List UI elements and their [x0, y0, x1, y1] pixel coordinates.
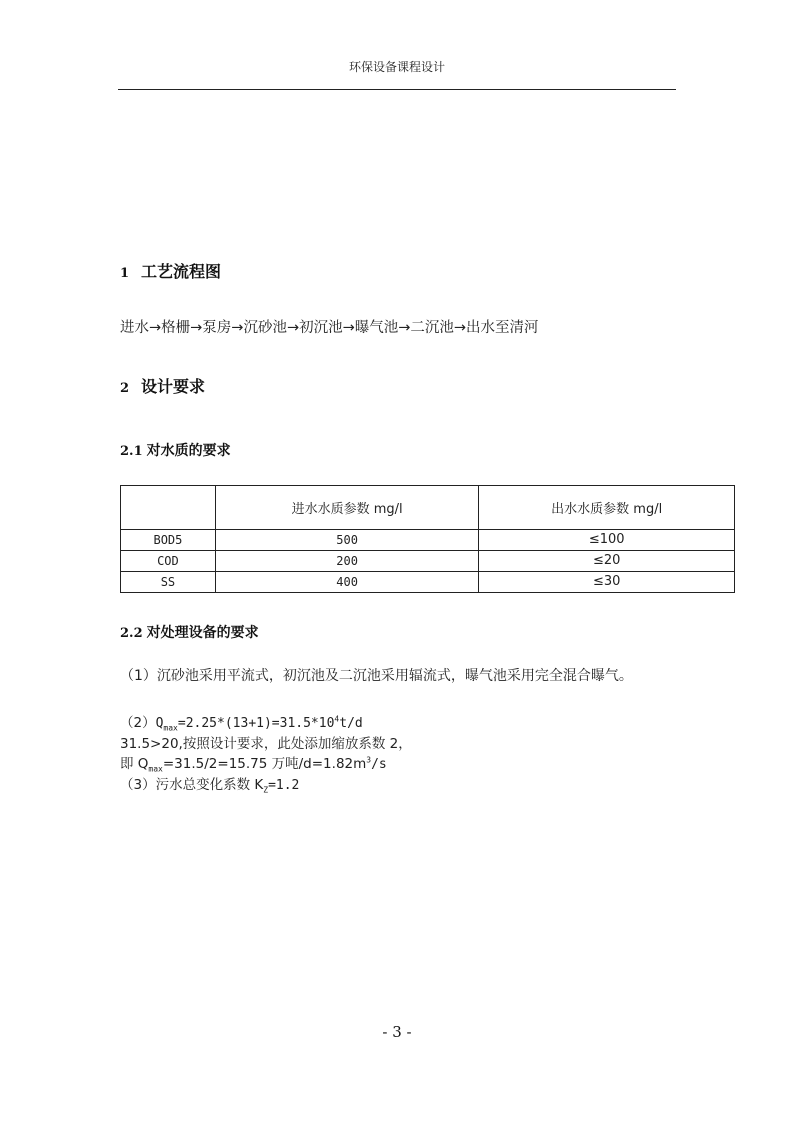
table-cell: BOD5: [121, 530, 216, 551]
section-2-2-number: 2.2: [120, 626, 143, 641]
section-2-number: 2: [120, 381, 130, 396]
requirement-item-2: $(2)Q_{max}=2.25*(13+1)=31.5*10^4t/d$: [120, 714, 363, 733]
page-header-title: 环保设备课程设计: [348, 60, 445, 74]
section-2-title: 设计要求: [141, 377, 206, 396]
section-2-1-heading: [120, 440, 231, 460]
table-cell: COD: [121, 551, 216, 572]
section-1-number: 1: [120, 266, 130, 281]
table-cell: 400: [215, 572, 479, 593]
table-cell: ≤30: [479, 572, 735, 593]
section-2-2-heading: [120, 622, 259, 642]
section-1-heading: [120, 259, 221, 282]
table-cell: 200: [215, 551, 479, 572]
table-cell: ≤20: [479, 551, 735, 572]
table-header-row: [121, 486, 735, 530]
section-2-2-title: 对处理设备的要求: [146, 625, 259, 641]
header-divider: [118, 89, 676, 90]
process-flow-text: 进水→格栅→泵房→沉砂池→初沉池→曝气池→二沉池→出水至清河: [120, 320, 539, 336]
table-cell: SS: [121, 572, 216, 593]
table-row: [121, 572, 735, 593]
table-row: [121, 530, 735, 551]
section-2-1-number: 2.1: [120, 444, 143, 459]
section-1-title: 工艺流程图: [141, 262, 222, 281]
section-2-1-title: 对水质的要求: [146, 443, 231, 459]
table-header-cell: 进水水质参数 mg/l: [215, 486, 479, 530]
page-number: - 3 -: [382, 1023, 412, 1041]
requirement-item-1: （1）沉砂池采用平流式，初沉池及二沉池采用辐流式，曝气池采用完全混合曝气。: [120, 668, 633, 684]
water-quality-table: [120, 485, 735, 593]
table-header-cell: 出水水质参数 mg/l: [479, 486, 735, 530]
table-cell: 500: [215, 530, 479, 551]
table-row: [121, 551, 735, 572]
table-header-cell: [121, 486, 216, 530]
requirement-item-3: （3）污水总变化系数 $K_Z=1.2$: [120, 777, 300, 795]
table-cell: ≤100: [479, 530, 735, 551]
requirement-line-3: 31.5>20,按照设计要求，此处添加缩放系数 2，: [120, 736, 412, 752]
section-2-heading: [120, 374, 205, 397]
requirement-line-4: 即 $Q_{max}=31.5/2=15.75$ 万吨$/d=1.82m^3/s$: [120, 755, 387, 774]
